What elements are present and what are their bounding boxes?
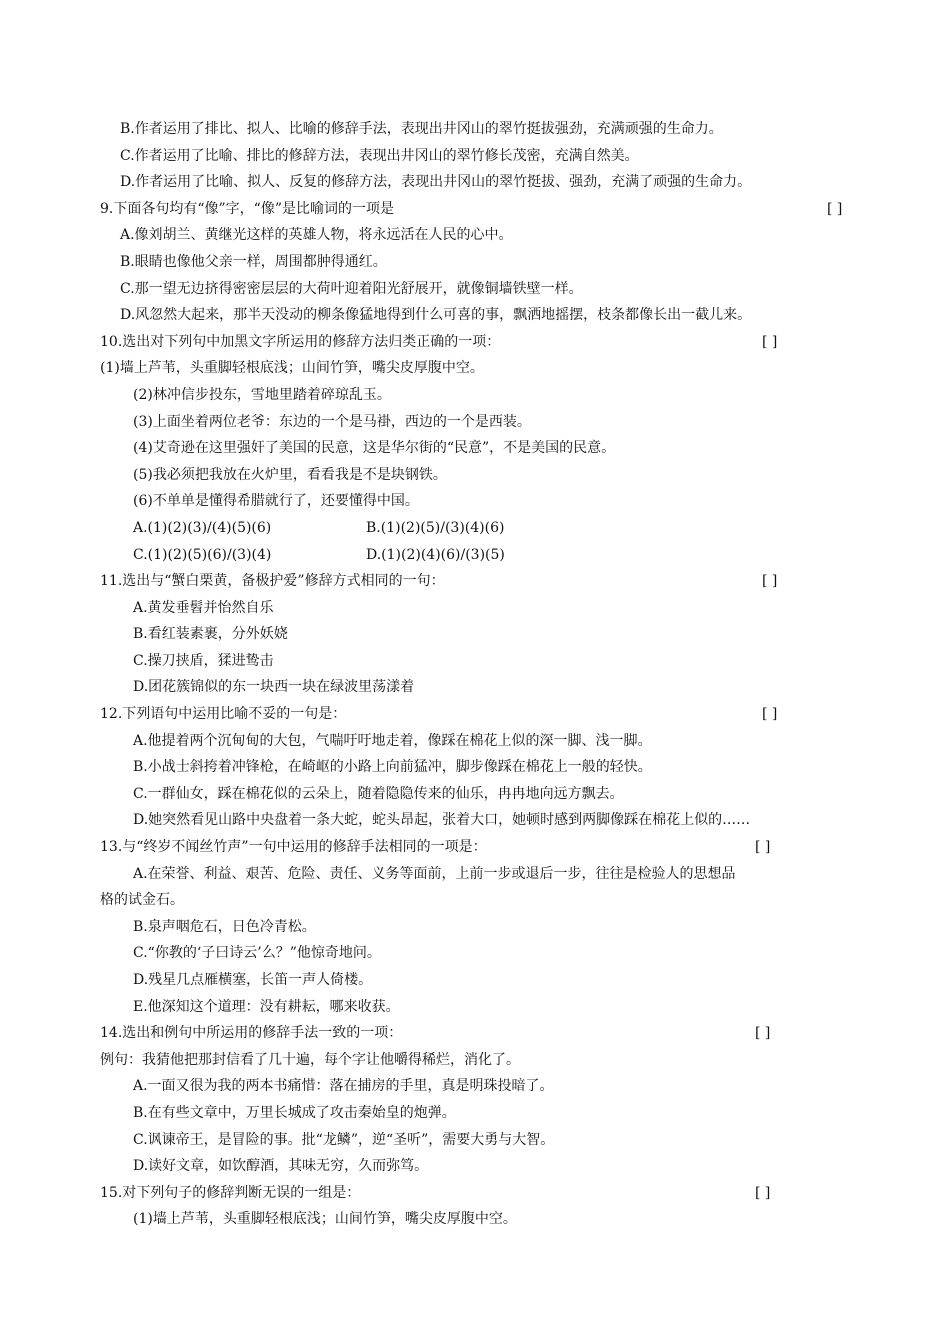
- q10-stem-text: 10.选出对下列句中加黑文字所运用的修辞方法归类正确的一项：: [100, 333, 501, 350]
- q14-example: 例句：我猜他把那封信看了几十遍，每个字让他嚼得稀烂，消化了。: [100, 1051, 520, 1068]
- q12-option-d: D.她突然看见山路中央盘着一条大蛇，蛇头昂起，张着大口，她顿时感到两脚像踩在棉花上似的……: [133, 812, 751, 829]
- q10-option-d: D.(1)(2)(4)(6)/(3)(5): [366, 546, 505, 563]
- q10-answer-bracket: [ ]: [762, 333, 778, 350]
- q12-stem-text: 12.下列语句中运用比喻不妥的一句是：: [100, 706, 347, 723]
- q12-stem: [100, 701, 860, 728]
- q12-answer-bracket: [ ]: [762, 706, 778, 723]
- q11-stem-text: 11.选出与“蟹白栗黄，备极护爱”修辞方式相同的一句：: [100, 573, 445, 590]
- q13-option-e: E.他深知这个道理：没有耕耘，哪来收获。: [133, 998, 400, 1015]
- q10-options-ab: [100, 515, 860, 542]
- q11-answer-bracket: [ ]: [762, 573, 778, 590]
- q11-option-c: C.操刀挟盾，猱进鸷击: [133, 652, 274, 669]
- q14-option-c: C.讽谏帝王，是冒险的事。批“龙鳞”，逆“圣听”，需要大勇与大智。: [133, 1131, 555, 1148]
- q9-answer-bracket: [ ]: [827, 200, 843, 217]
- q10-stem: [100, 329, 860, 356]
- q14-stem-text: 14.选出和例句中所运用的修辞手法一致的一项：: [100, 1025, 403, 1042]
- document-body: [100, 116, 860, 1233]
- q14-option-b: B.在有些文章中，万里长城成了攻击秦始皇的炮弹。: [133, 1104, 456, 1121]
- q12-option-c: C.一群仙女，踩在棉花似的云朵上，随着隐隐传来的仙乐，冉冉地向远方飘去。: [133, 785, 624, 802]
- q10-item-1: (1)墙上芦苇，头重脚轻根底浅；山间竹笋，嘴尖皮厚腹中空。: [100, 360, 484, 377]
- q9-stem: [100, 196, 860, 223]
- q8-option-d: D.作者运用了比喻、拟人、反复的修辞方法，表现出井冈山的翠竹挺拔、强劲，充满了顽强的生命力。: [120, 174, 752, 191]
- q13-option-b: B.泉声咽危石，日色冷青松。: [133, 918, 316, 935]
- q8-option-b: B.作者运用了排比、拟人、比喻的修辞手法，表现出井冈山的翠竹挺拔强劲，充满顽强的生命力。: [120, 121, 723, 137]
- q11-stem: [100, 568, 860, 595]
- q10-option-c: C.(1)(2)(5)(6)/(3)(4): [133, 546, 272, 563]
- q13-option-d: D.残星几点雁横塞，长笛一声人倚楼。: [133, 972, 373, 988]
- q10-item-5: (5)我必须把我放在火炉里，看看我是不是块钢铁。: [133, 466, 447, 483]
- q15-stem: [100, 1180, 860, 1207]
- q14-stem: [100, 1020, 860, 1047]
- q10-options-cd: [100, 542, 860, 569]
- q13-option-a-line1: A.在荣誉、利益、艰苦、危险、责任、义务等面前，上前一步或退后一步，往往是检验人的思想品: [133, 865, 736, 882]
- q9-option-d: D.风忽然大起来，那半天没动的柳条像猛地得到什么可喜的事，飘洒地摇摆，枝条都像长出一截儿来。: [120, 307, 752, 324]
- q15-answer-bracket: [ ]: [755, 1184, 771, 1201]
- q11-option-a: A.黄发垂髫并怡然自乐: [133, 599, 274, 616]
- q13-answer-bracket: [ ]: [755, 839, 771, 856]
- q12-option-b: B.小战士斜挎着冲锋枪，在崎岖的小路上向前猛冲，脚步像踩在棉花上一般的轻快。: [133, 759, 652, 776]
- q13-stem-text: 13.与“终岁不闻丝竹声”一句中运用的修辞手法相同的一项是：: [100, 839, 487, 856]
- q13-stem: [100, 834, 860, 861]
- q15-stem-text: 15.对下列句子的修辞判断无误的一组是：: [100, 1184, 361, 1201]
- q14-option-a: A.一面又很为我的两本书痛惜：落在捕房的手里，真是明珠投暗了。: [133, 1078, 554, 1095]
- q9-stem-text: 9.下面各句均有“像”字，“像”是比喻词的一项是: [100, 200, 394, 217]
- q15-item-1: (1)墙上芦苇，头重脚轻根底浅；山间竹笋，嘴尖皮厚腹中空。: [133, 1211, 517, 1228]
- q9-option-c: C.那一望无边挤得密密层层的大荷叶迎着阳光舒展开，就像铜墙铁壁一样。: [120, 280, 583, 297]
- q12-option-a: A.他提着两个沉甸甸的大包，气喘吁吁地走着，像踩在棉花上似的深一脚、浅一脚。: [133, 732, 652, 749]
- q9-option-b: B.眼睛也像他父亲一样，周围都肿得通红。: [120, 253, 387, 270]
- q10-option-b: B.(1)(2)(5)/(3)(4)(6): [366, 519, 505, 536]
- q13-option-c: C.“你教的‘子曰诗云’么？”他惊奇地问。: [133, 945, 381, 962]
- q14-option-d: D.读好文章，如饮醇酒，其味无穷，久而弥笃。: [133, 1158, 429, 1175]
- q10-item-6: (6)不单单是懂得希腊就行了，还要懂得中国。: [133, 493, 419, 510]
- q13-option-a-line2: 格的试金石。: [100, 892, 184, 909]
- q10-item-3: (3)上面坐着两位老爷：东边的一个是马褂，西边的一个是西装。: [133, 413, 531, 430]
- q10-item-2: (2)林冲信步投东，雪地里踏着碎琼乱玉。: [133, 386, 391, 403]
- q8-option-c: C.作者运用了比喻、排比的修辞方法，表现出井冈山的翠竹修长茂密，充满自然美。: [120, 147, 639, 164]
- q9-option-a: A.像刘胡兰、黄继光这样的英雄人物，将永远活在人民的心中。: [120, 227, 513, 244]
- q10-option-a: A.(1)(2)(3)/(4)(5)(6): [133, 519, 272, 536]
- q11-option-b: B.看红装素裹，分外妖娆: [133, 626, 288, 643]
- q11-option-d: D.团花簇锦似的东一块西一块在绿波里荡漾着: [133, 679, 415, 696]
- q14-answer-bracket: [ ]: [755, 1025, 771, 1042]
- q10-item-4: (4)艾奇逊在这里强奸了美国的民意，这是华尔街的“民意”，不是美国的民意。: [133, 440, 616, 457]
